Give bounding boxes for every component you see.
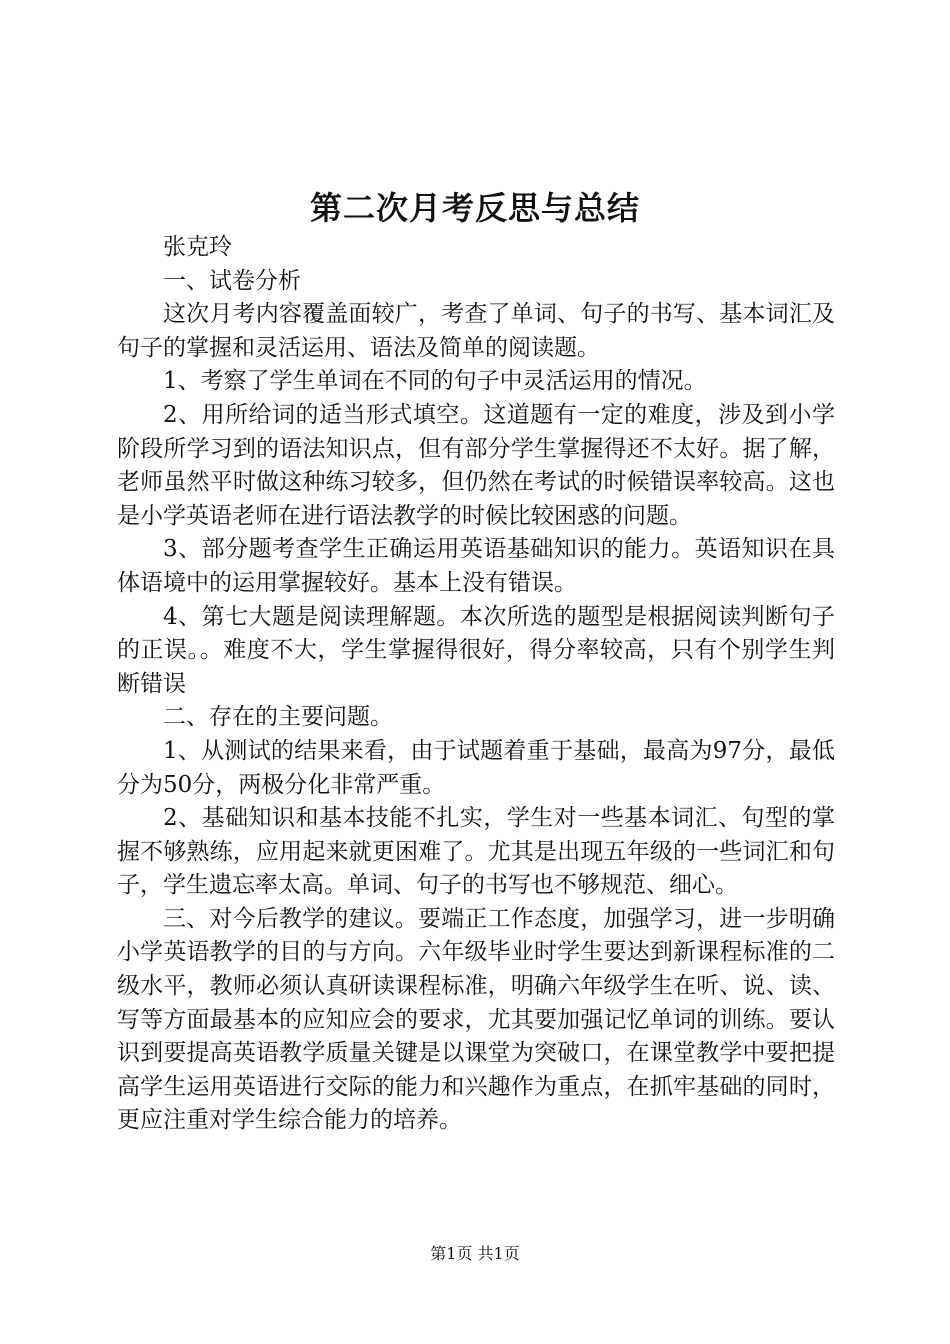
- paragraph: 1、考察了学生单词在不同的句子中灵活运用的情况。: [163, 368, 707, 395]
- paragraph: 3、部分题考查学生正确运用英语基础知识的能力。英语知识在具体语境中的运用掌握较好。基本上没有错误。: [117, 536, 835, 596]
- paragraph: 1、从测试的结果来看，由于试题着重于基础，最高为97分，最低分为50分，两极分化非常严重。: [117, 737, 835, 798]
- document-body: [117, 231, 835, 1138]
- paragraph: 2、基础知识和基本技能不扎实，学生对一些基本词汇、句型的掌握不够熟练，应用起来就更困难了。尤其是出现五年级的一些词汇和句子，学生遗忘率太高。单词、句子的书写也不够规范、细心。: [117, 805, 835, 899]
- paragraph: 三、对今后教学的建议。要端正工作态度，加强学习，进一步明确小学英语教学的目的与方向。六年级毕业时学生要达到新课程标准的二级水平，教师必须认真研读课程标准，明确六年级学生在听、说、读、写等方面最基本的应知应会的要求，尤其要加强记忆单词的训练。要认识到要提高英语教学质量关键是以课堂为突破口，在课堂教学中要把提高学生运用英语进行交际的能力和兴趣作为重点，在抓牢基础的同时，更应注重对学生综合能力的培养。: [117, 905, 835, 1134]
- paragraph: 4、第七大题是阅读理解题。本次所选的题型是根据阅读判断句子的正误。。难度不大，学生掌握得很好，得分率较高，只有个别学生判断错误: [117, 603, 835, 697]
- document-title: 第二次月考反思与总结: [309, 189, 640, 227]
- page-footer: 第1页 共1页: [430, 1244, 520, 1263]
- paragraph: 一、试卷分析: [163, 267, 301, 294]
- paragraph: 二、存在的主要问题。: [163, 704, 393, 731]
- author-line: 张克玲: [163, 234, 232, 260]
- paragraph: 2、用所给词的适当形式填空。这道题有一定的难度，涉及到小学阶段所学习到的语法知识点，但有部分学生掌握得还不太好。据了解，老师虽然平时做这种练习较多，但仍然在考试的时候错误率较高。这也是小学英语老师在进行语法教学的时候比较困惑的问题。: [117, 401, 835, 529]
- paragraph: 这次月考内容覆盖面较广，考查了单词、句子的书写、基本词汇及句子的掌握和灵活运用、语法及简单的阅读题。: [117, 301, 835, 361]
